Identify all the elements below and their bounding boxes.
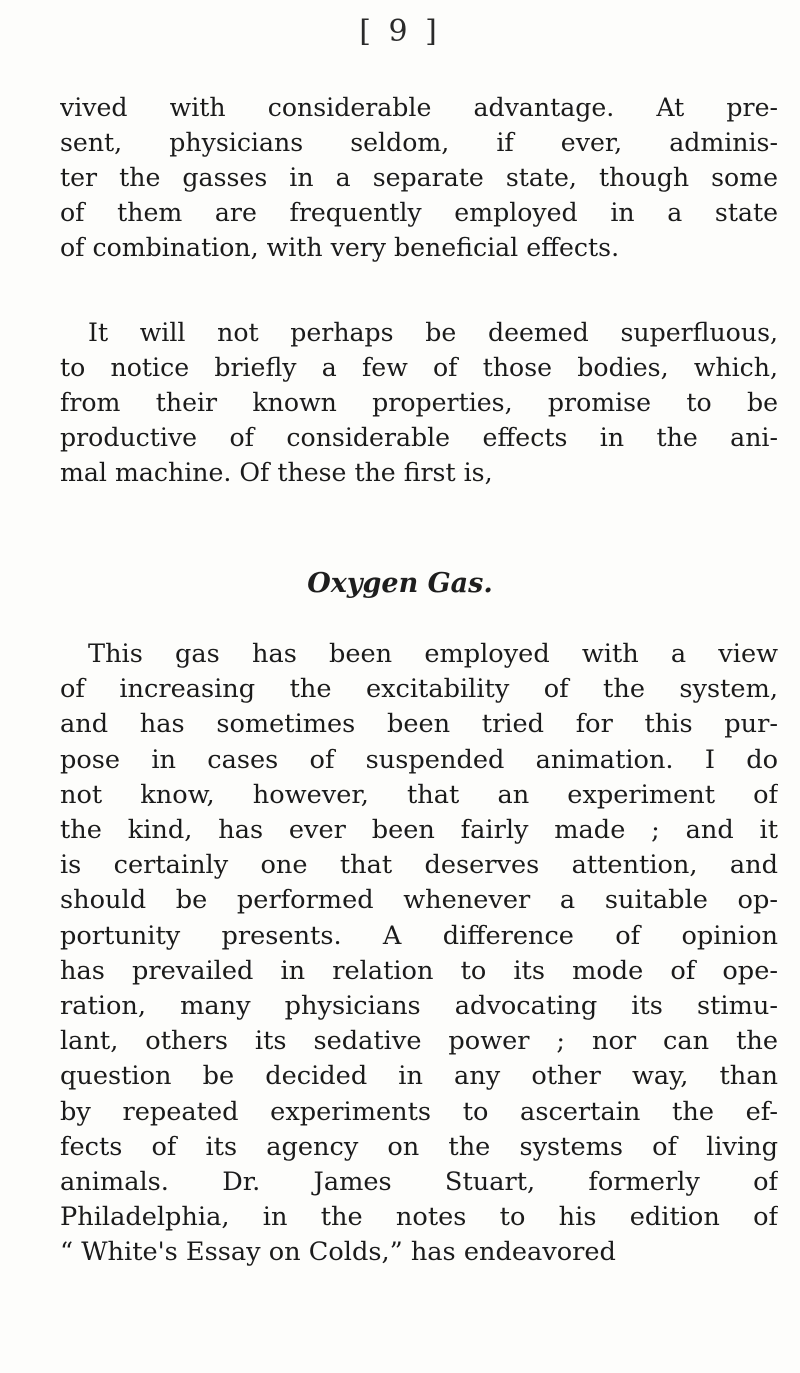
- paragraph-line: animals. Dr. James Stuart, formerly of: [60, 1167, 778, 1198]
- paragraph-line: “ White's Essay on Colds,” has endeavored: [60, 1237, 616, 1268]
- paragraph-line: vived with considerable advantage. At pre-: [60, 93, 778, 122]
- section-heading: Oxygen Gas.: [307, 568, 493, 599]
- paragraph-line: lant, others its sedative power ; nor can the: [60, 1026, 778, 1057]
- paragraph-line: by repeated experiments to ascertain the ef-: [60, 1096, 778, 1127]
- page-number: [ 9 ]: [359, 14, 441, 49]
- paragraph-line: ration, many physicians advocating its stimu-: [60, 991, 778, 1022]
- paragraph-line: should be performed whenever a suitable op-: [60, 885, 778, 916]
- paragraph-line: has prevailed in relation to its mode of ope-: [60, 955, 778, 986]
- paragraph-3: [60, 637, 778, 1271]
- paragraph-line: of increasing the excitability of the system,: [60, 674, 778, 705]
- paragraph-line: portunity presents. A difference of opinion: [60, 920, 778, 951]
- paragraph-line: question be decided in any other way, than: [60, 1061, 778, 1092]
- paragraph-line: the kind, has ever been fairly made ; and it: [60, 815, 778, 846]
- paragraph-line: to notice briefly a few of those bodies, which,: [60, 353, 778, 382]
- paragraph-line: productive of considerable effects in the ani-: [60, 423, 778, 452]
- paragraph-line: sent, physicians seldom, if ever, adminis-: [60, 128, 778, 157]
- paragraph-line: not know, however, that an experiment of: [60, 779, 778, 810]
- paragraph-1: [60, 90, 778, 265]
- paragraph-line: and has sometimes been tried for this pur-: [60, 709, 778, 740]
- paragraph-line: It will not perhaps be deemed superfluous,: [88, 318, 778, 347]
- paragraph-line: ter the gasses in a separate state, though some: [60, 163, 778, 192]
- paragraph-line: This gas has been employed with a view: [88, 639, 778, 669]
- paragraph-line: mal machine. Of these the first is,: [60, 458, 493, 487]
- paragraph-2: [60, 315, 778, 490]
- paragraph-line: is certainly one that deserves attention, and: [60, 850, 778, 881]
- paragraph-line: of them are frequently employed in a state: [60, 198, 778, 227]
- paragraph-line: of combination, with very beneficial effects.: [60, 233, 620, 262]
- paragraph-line: from their known properties, promise to be: [60, 388, 778, 417]
- paragraph-line: Philadelphia, in the notes to his edition of: [60, 1202, 778, 1233]
- paragraph-line: fects of its agency on the systems of living: [60, 1131, 778, 1162]
- paragraph-line: pose in cases of suspended animation. I do: [60, 744, 778, 775]
